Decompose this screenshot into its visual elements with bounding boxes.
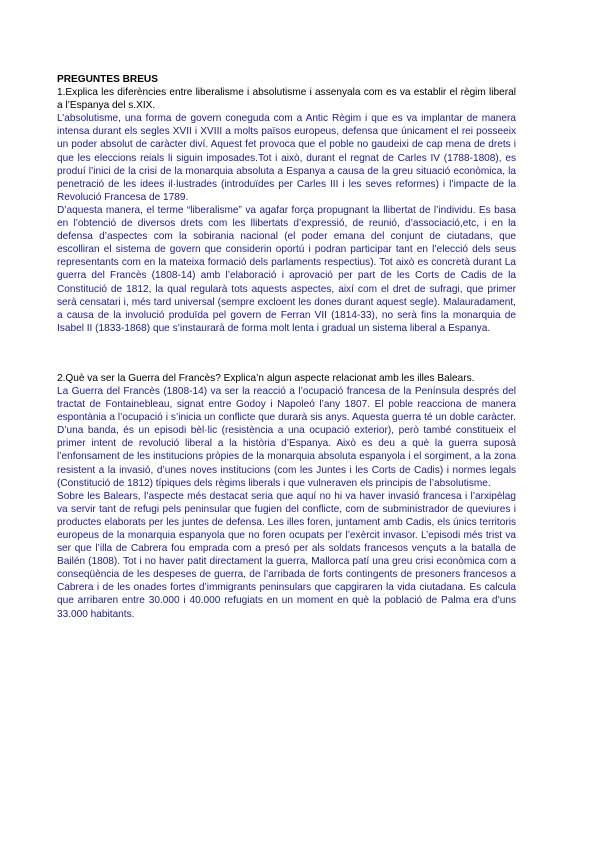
answer-2-paragraph-1: La Guerra del Francès (1808-14) va ser la reacció a l’ocupació francesa de la Península després del tractat de Fontainebleau, signat entre Godoy i Napoleó l’any 1807. El poble reacciona de manera espontània a l’ocupació i s’inicia un conflicte que durarà sis anys. Aquesta guerra té un doble caràcter. D’una banda, és un episodi bèl·lic (resistència a una ocupació exterior), però també constitueix el primer intent de revolució liberal a la història d’Espanya. Això es deu a què la guerra suposà l’enfonsament de les institucions pròpies de la monarquia absoluta espanyola i el sorgiment, a la zona resistent a la invasió, d’unes noves institucions (com les Juntes i les Corts de Cadis) i normes legals (Constitució de 1812) típiques dels règims liberals i que vulneraven els principis de l’absolutisme. [57,385,516,489]
question-1: 1.Explica les diferències entre liberalisme i absolutisme i assenyala com es va establir el règim liberal a l’Espanya del s.XIX. [57,87,516,112]
answer-1-paragraph-1: L’absolutisme, una forma de govern coneguda com a Antic Règim i que es va implantar de manera intensa durant els segles XVII i XVIII a molts països europeus, defensa que únicament el rei posseeix un poder absolut de caràcter diví. Aquest fet provoca que el poble no gaudeixi de cap mena de drets i que les eleccions reials li siguin imposades.Tot i això, durant el regnat de Carles IV (1788-1808), es produí l’inici de la crisi de la monarquia absoluta a Espanya a causa de la greu situació econòmica, la penetració de les idees il·lustrades (introduïdes per Carles III i les seves reformes) i l’impacte de la Revolució Francesa de 1789. [57,113,516,203]
answer-1-paragraph-2: D’aquesta manera, el terme “liberalisme” va agafar força propugnant la llibertat de l’individu. Es basa en l’obtenció de diversos drets com les llibertats d’expressió, de reunió, d’associació,etc, i en la defensa d’aspectes com la sobirania nacional (el poder emana del conjunt de ciutadans, que escolliran el sistema de govern que considerin oportú i podran participar tant en l’elecció dels seus representants com en la mateixa formació dels parlaments respectius). Tot això es concretà durant La guerra del Francès (1808-14) amb l’elaboració i aprovació per part de les Corts de Cadis de la Constitució de 1812, la qual regularà tots aquests aspectes, així com el dret de sufragi, que primer serà censatari i, més tard universal (sempre excloent les dones durant aquest segle). Malauradament, a causa de la involució produïda pel govern de Ferran VII (1814-33), no serà fins la monarquia de Isabel II (1833-1868) que s’instaurarà de forma molt lenta i gradual un sistema liberal a Espanya. [57,204,516,334]
page-heading: PREGUNTES BREUS [57,74,158,85]
question-2: 2.Què va ser la Guerra del Francès? Explica’n algun aspecte relacionat amb les illes Balears. [57,372,475,384]
answer-2-paragraph-2: Sobre les Balears, l’aspecte més destacat seria que aquí no hi va haver invasió francesa i l’arxipèlag va servir tant de refugi pels peninsular que fugien del conflicte, com de subministrador de queviures i productes elaborats per les juntes de defensa. Les illes foren, juntament amb Cadis, els únics territoris europeus de la monarquia espanyola que no foren ocupats per l’exèrcit invasor. L’episodi més trist va ser que l’illa de Cabrera fou emprada com a presó per als soldats francesos vençuts a la batalla de Bailén (1808). Tot i no haver patit directament la guerra, Mallorca patí una greu crisi econòmica com a conseqüència de les despeses de guerra, de l’arribada de forts contingents de presoners francesos a Cabrera i de les onades fortes d’immigrants peninsulars que capgiraren la vida ciutadana. Es calcula que arribaren entre 30.000 i 40.000 refugiats en un moment en què la població de Palma era d’uns 33.000 habitants. [57,490,516,620]
document-body [57,73,516,621]
section-spacer [57,335,516,372]
